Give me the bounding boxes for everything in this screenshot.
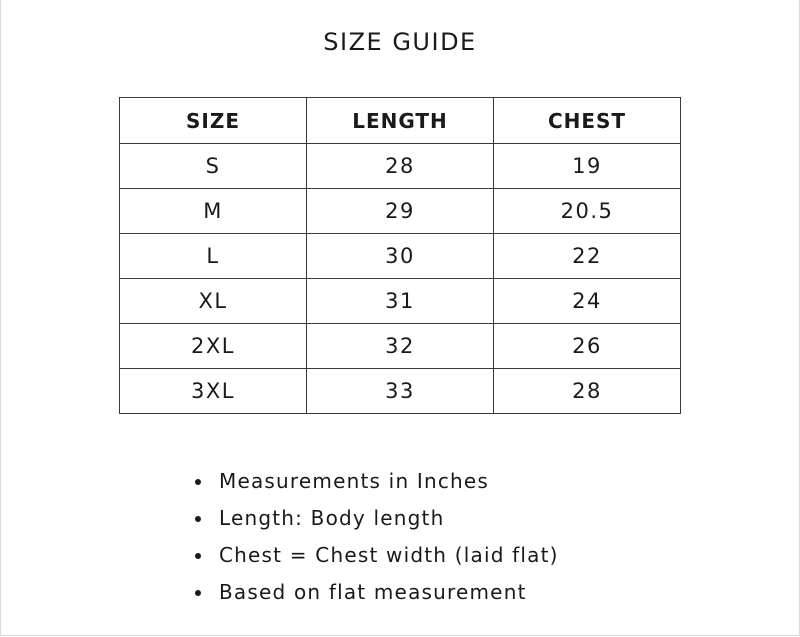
cell-chest: 28 xyxy=(494,369,681,414)
bullet-icon xyxy=(195,590,201,596)
table-row xyxy=(120,324,681,369)
note-text: Measurements in Inches xyxy=(219,469,490,493)
note-text: Based on flat measurement xyxy=(219,580,527,604)
table-row xyxy=(120,189,681,234)
cell-size: 2XL xyxy=(120,324,307,369)
notes-list xyxy=(190,463,559,611)
cell-chest: 20.5 xyxy=(494,189,681,234)
cell-size: XL xyxy=(120,279,307,324)
list-item xyxy=(190,537,559,574)
cell-length: 28 xyxy=(307,144,494,189)
cell-chest: 26 xyxy=(494,324,681,369)
header-size: SIZE xyxy=(120,98,307,144)
header-length: LENGTH xyxy=(307,98,494,144)
table-row xyxy=(120,234,681,279)
table-header-row xyxy=(120,98,681,144)
cell-length: 31 xyxy=(307,279,494,324)
header-chest: CHEST xyxy=(494,98,681,144)
cell-size: 3XL xyxy=(120,369,307,414)
cell-size: M xyxy=(120,189,307,234)
cell-chest: 19 xyxy=(494,144,681,189)
cell-length: 32 xyxy=(307,324,494,369)
cell-length: 29 xyxy=(307,189,494,234)
bullet-icon xyxy=(195,479,201,485)
cell-size: S xyxy=(120,144,307,189)
list-item xyxy=(190,500,559,537)
size-table xyxy=(119,97,681,414)
note-text: Length: Body length xyxy=(219,506,445,530)
cell-chest: 24 xyxy=(494,279,681,324)
table-row xyxy=(120,144,681,189)
cell-chest: 22 xyxy=(494,234,681,279)
cell-length: 30 xyxy=(307,234,494,279)
cell-length: 33 xyxy=(307,369,494,414)
table-row xyxy=(120,279,681,324)
cell-size: L xyxy=(120,234,307,279)
bullet-icon xyxy=(195,553,201,559)
page-title: SIZE GUIDE xyxy=(323,28,477,57)
list-item xyxy=(190,574,559,611)
bullet-icon xyxy=(195,516,201,522)
list-item xyxy=(190,463,559,500)
note-text: Chest = Chest width (laid flat) xyxy=(219,543,559,567)
table-row xyxy=(120,369,681,414)
